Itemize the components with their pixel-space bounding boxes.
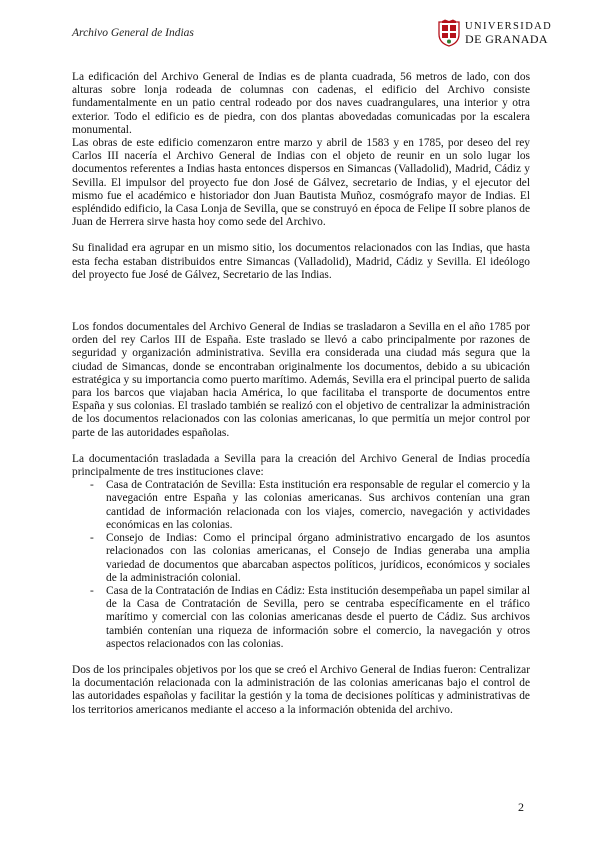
university-logo	[437, 19, 552, 47]
institutions-list	[72, 479, 530, 651]
list-item: - Consejo de Indias: Como el principal órgano administrativo encargado de los asuntos relacionados con las colonias americanas, el Consejo de Indias generaba una amplia variedad de documentos que abarcaban aspectos políticos, jurídicos, económicos y sociales de la administración colonial.	[72, 532, 530, 585]
page-number: 2	[518, 800, 524, 814]
university-logo-text	[465, 21, 552, 45]
list-item: - Casa de la Contratación de Indias en Cádiz: Esta institución desempeñaba un papel similar al de la Casa de Contratación de Sevilla, pero se centraba específicamente en el tráfico marítimo y comercial con las colonias americanas desde el puerto de Cádiz. Sus archivos también contenían una riqueza de información sobre el comercio, la navegación y otros aspectos relacionados con las colonias.	[72, 585, 530, 651]
document-body	[72, 71, 530, 717]
paragraph-institutions-intro: La documentación trasladada a Sevilla para la creación del Archivo General de Indias procedía principalmente de tres instituciones clave:	[72, 452, 530, 479]
paragraph-objectives: Dos de los principales objetivos por los que se creó el Archivo General de Indias fueron: Centralizar la documentación relacionada con la administración de las colonias americanas bajo el control de las autoridades españolas y facilitar la gestión y la toma de decisiones políticas y administrativas de los territorios americanos mediante el acceso a la información obtenida del archivo.	[72, 663, 530, 716]
list-item: - Casa de Contratación de Sevilla: Esta institución era responsable de regular el comercio y la navegación entre España y las colonias americanas. Sus archivos contenían una gran cantidad de información relacionada con los viajes, comercio, navegación y actividades económicas en las colonias.	[72, 479, 530, 532]
university-crest-icon	[437, 19, 461, 47]
document-header-title: Archivo General de Indias	[72, 27, 194, 39]
paragraph-history: Las obras de este edificio comenzaron entre marzo y abril de 1583 y en 1785, por deseo del rey Carlos III nacería el Archivo General de Indias con el objeto de reunir en un solo lugar los documentos referentes a Indias hasta entonces dispersos en Simancas (Valladolid), Madrid, Cádiz y Sevilla. El impulsor del proyecto fue don José de Gálvez, secretario de Indias, y el ejecutor del mismo fue el académico e historiador don Juan Bautista Muñoz, cosmógrafo mayor de Indias. El espléndido edificio, la Casa Lonja de Sevilla, que se construyó en época de Felipe II sobre planos de Juan de Herrera sirve hasta hoy como sede del Archivo.	[72, 137, 530, 229]
paragraph-building: La edificación del Archivo General de Indias es de planta cuadrada, 56 metros de lado, con dos alturas sobre lonja rodeada de columnas con cadenas, el edificio del Archivo consiste fundamentalmente en un patio central rodeado por dos naves cuadrangulares, una interior y otra exterior. Todo el edificio es de piedra, con dos plantas abovedadas comunicadas por la escalera monumental.	[72, 71, 530, 136]
logo-line-2: DE GRANADA	[465, 32, 548, 46]
logo-line-1: UNIVERSIDAD	[465, 21, 553, 32]
paragraph-purpose: Su finalidad era agrupar en un mismo sitio, los documentos relacionados con las Indias, que hasta esta fecha estaban distribuidos entre Simancas (Valladolid), Madrid, Cádiz y Sevilla. El ideólogo del proyecto fue José de Gálvez, Secretario de las Indias.	[72, 242, 530, 281]
paragraph-transfer: Los fondos documentales del Archivo General de Indias se trasladaron a Sevilla en el año 1785 por orden del rey Carlos III de España. Este traslado se llevó a cabo principalmente por razones de seguridad y organización administrativa. Sevilla era considerada una ciudad más segura que la ciudad de Simancas, donde se encontraban originalmente los documentos, debido a su ubicación estratégica y su importancia como puerto marítimo. Además, Sevilla era el principal puerto de salida para los barcos que viajaban hacia América, lo que facilitaba el transporte de documentos entre España y sus colonias. El traslado también se realizó con el objetivo de centralizar la administración de los documentos relacionados con las colonias americanas, lo que permitía un mejor control por parte de las autoridades españolas.	[72, 321, 531, 439]
